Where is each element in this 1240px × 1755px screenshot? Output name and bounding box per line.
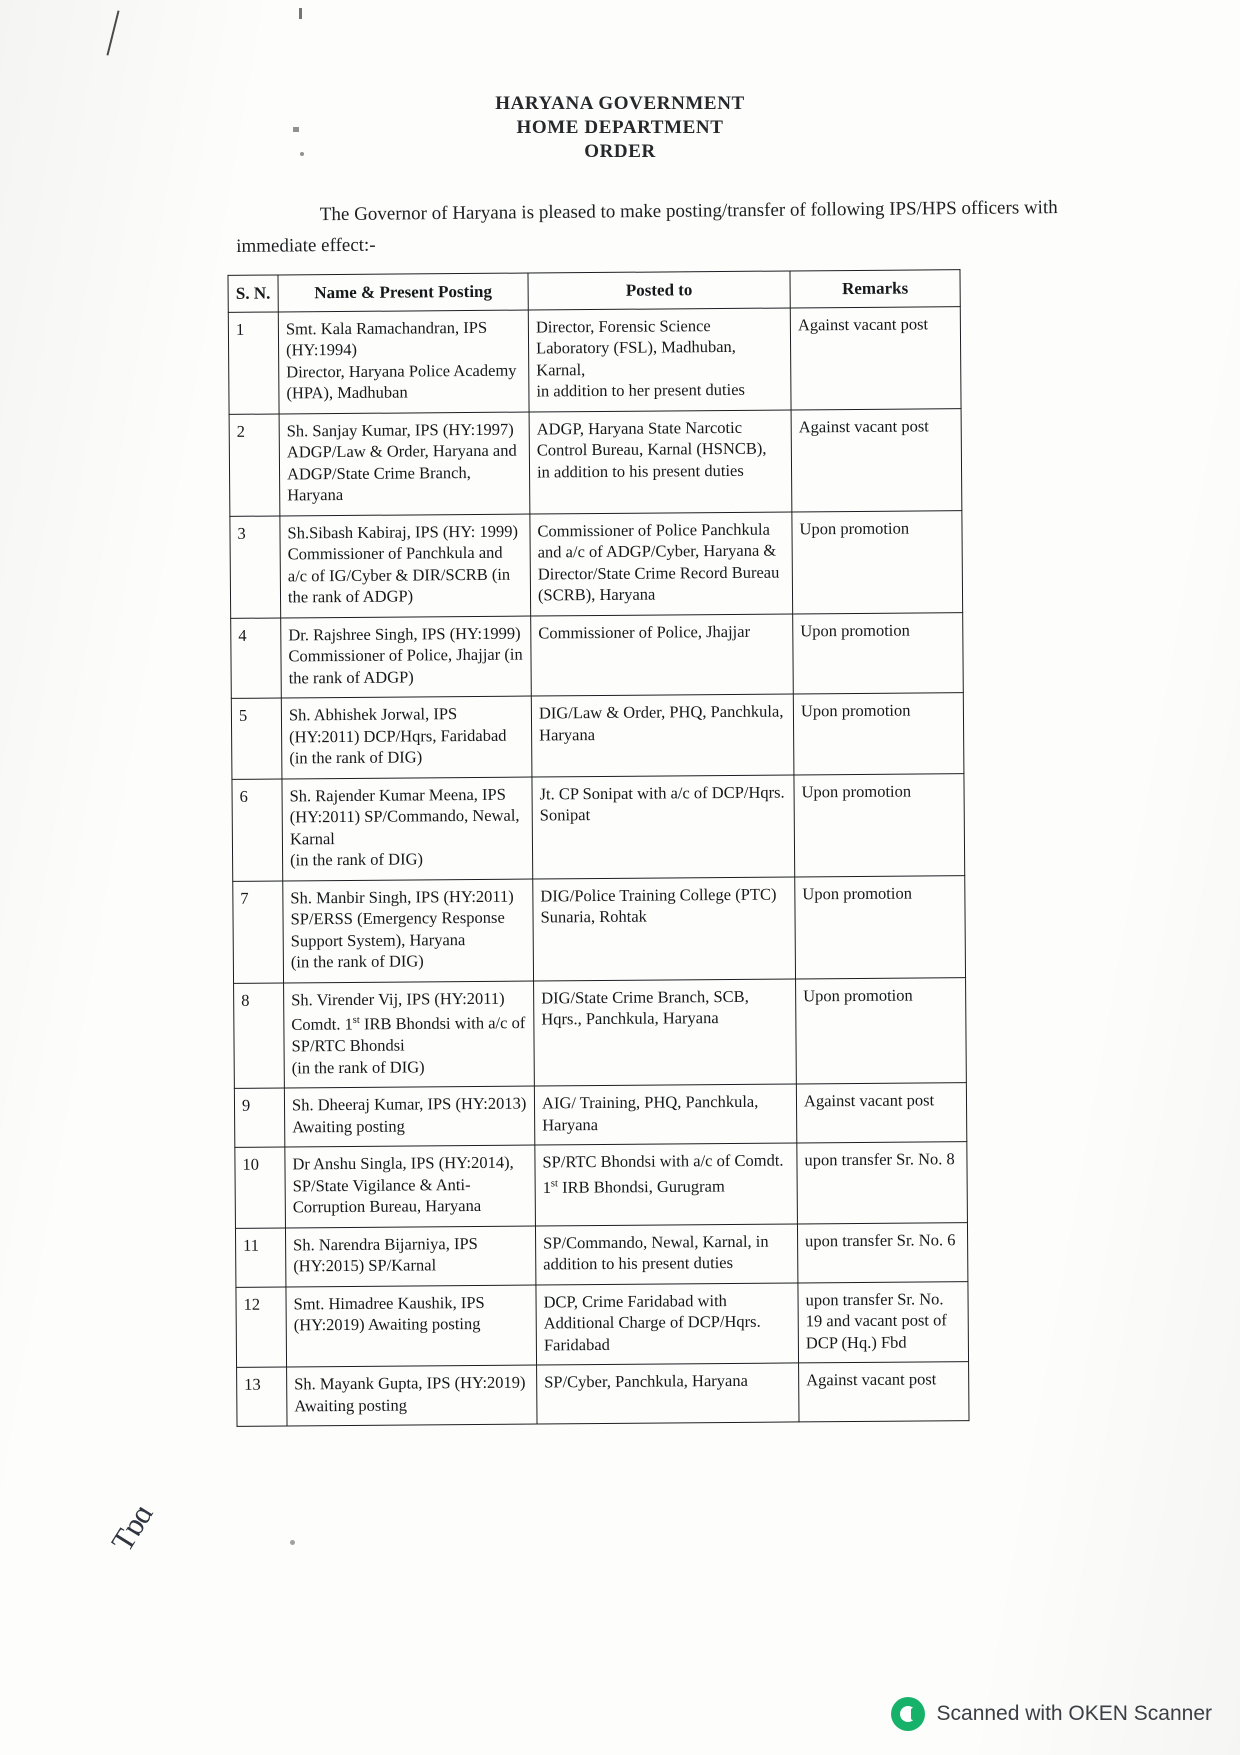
cell-posted-to: AIG/ Training, PHQ, Panchkula, Haryana xyxy=(534,1084,796,1145)
scan-artifact-dot-bottom xyxy=(290,1540,295,1545)
scanner-watermark xyxy=(891,1697,1212,1731)
cell-posted-to: DCP, Crime Faridabad with Additional Charge of DCP/Hqrs. Faridabad xyxy=(536,1282,799,1365)
cell-remarks: Against vacant post xyxy=(790,306,961,409)
cell-remarks: upon transfer Sr. No. 6 xyxy=(797,1222,967,1282)
table-row xyxy=(234,1083,966,1148)
signature-scribble: Tɒɑ xyxy=(104,1497,160,1558)
table-row xyxy=(237,1362,969,1427)
cell-posted-to: SP/RTC Bhondsi with a/c of Comdt. 1st IRB Bhondsi, Gurugram xyxy=(535,1143,798,1226)
cell-posted-to: Commissioner of Police Panchkula and a/c of ADGP/Cyber, Haryana & Director/State Crime Record Bureau (SCRB), Haryana xyxy=(530,511,793,615)
document-heading xyxy=(0,92,1240,164)
cell-posted-to: Commissioner of Police, Jhajjar xyxy=(531,613,794,696)
cell-name-present-posting: Sh.Sibash Kabiraj, IPS (HY: 1999) Commissioner of Panchkula and a/c of IG/Cyber & DIR/SCRB (in the rank of ADGP) xyxy=(280,514,531,618)
cell-serial-number: 6 xyxy=(232,778,283,880)
cell-remarks: Upon promotion xyxy=(792,510,963,613)
cell-remarks: Against vacant post xyxy=(799,1362,969,1422)
scan-artifact-mark-top xyxy=(299,8,302,19)
order-table xyxy=(227,269,969,1427)
cell-posted-to: SP/Commando, Newal, Karnal, in addition to his present duties xyxy=(535,1223,797,1284)
cell-name-present-posting: Sh. Abhishek Jorwal, IPS (HY:2011) DCP/Hqrs, Faridabad (in the rank of DIG) xyxy=(281,696,532,778)
cell-serial-number: 3 xyxy=(230,515,281,617)
cell-remarks: upon transfer Sr. No. 8 xyxy=(797,1142,968,1224)
cell-remarks: Against vacant post xyxy=(791,408,962,511)
cell-serial-number: 11 xyxy=(235,1227,285,1286)
cell-posted-to: DIG/State Crime Branch, SCB, Hqrs., Panchkula, Haryana xyxy=(534,978,797,1086)
column-header-remarks: Remarks xyxy=(790,270,960,308)
cell-name-present-posting: Sh. Mayank Gupta, IPS (HY:2019) Awaiting posting xyxy=(287,1365,537,1426)
heading-line-department: HOME DEPARTMENT xyxy=(516,117,724,138)
cell-name-present-posting: Dr. Rajshree Singh, IPS (HY:1999) Commissioner of Police, Jhajjar (in the rank of ADGP) xyxy=(281,616,532,698)
cell-serial-number: 13 xyxy=(237,1367,287,1426)
cell-serial-number: 12 xyxy=(236,1286,287,1367)
cell-serial-number: 10 xyxy=(235,1147,286,1228)
cell-posted-to: DIG/Law & Order, PHQ, Panchkula, Haryana xyxy=(531,694,794,777)
table-row xyxy=(231,612,964,698)
cell-name-present-posting: Sh. Sanjay Kumar, IPS (HY:1997) ADGP/Law & Order, Haryana and ADGP/State Crime Branch, Haryana xyxy=(279,412,530,516)
order-table-body xyxy=(228,306,969,1426)
table-row xyxy=(232,773,965,881)
cell-name-present-posting: Sh. Virender Vij, IPS (HY:2011) Comdt. 1st IRB Bhondsi with a/c of SP/RTC Bhondsi (in the rank of DIG) xyxy=(284,981,535,1088)
cell-serial-number: 2 xyxy=(229,413,280,515)
cell-name-present-posting: Sh. Manbir Singh, IPS (HY:2011) SP/ERSS (Emergency Response Support System), Haryana (in the rank of DIG) xyxy=(283,879,534,983)
cell-remarks: Upon promotion xyxy=(796,977,967,1084)
heading-line-order: ORDER xyxy=(584,141,656,162)
table-row xyxy=(234,977,967,1088)
table-row xyxy=(236,1281,969,1367)
heading-line-government: HARYANA GOVERNMENT xyxy=(495,93,745,114)
table-row xyxy=(228,306,961,414)
cell-serial-number: 7 xyxy=(233,880,284,982)
cell-name-present-posting: Sh. Dheeraj Kumar, IPS (HY:2013) Awaiting posting xyxy=(284,1086,534,1147)
cell-serial-number: 1 xyxy=(228,311,279,413)
cell-posted-to: SP/Cyber, Panchkula, Haryana xyxy=(537,1363,799,1424)
cell-remarks: Upon promotion xyxy=(795,875,966,978)
table-row xyxy=(235,1142,968,1228)
cell-remarks: Upon promotion xyxy=(793,612,964,694)
column-header-sn: S. N. xyxy=(228,275,278,312)
intro-text: The Governor of Haryana is pleased to make posting/transfer of following IPS/HPS officers with immediate effect:- xyxy=(236,197,1058,257)
cell-posted-to: DIG/Police Training College (PTC) Sunaria, Rohtak xyxy=(533,876,796,980)
order-table-container xyxy=(227,269,968,1427)
cell-name-present-posting: Sh. Rajender Kumar Meena, IPS (HY:2011) SP/Commando, Newal, Karnal (in the rank of DIG) xyxy=(282,777,533,881)
cell-posted-to: ADGP, Haryana State Narcotic Control Bureau, Karnal (HSNCB), in addition to his present duties xyxy=(529,409,792,513)
scan-artifact-slash xyxy=(106,10,119,55)
cell-remarks: Upon promotion xyxy=(794,773,965,876)
scanner-watermark-text: Scanned with OKEN Scanner xyxy=(936,1702,1212,1725)
table-row xyxy=(235,1222,967,1287)
cell-name-present-posting: Sh. Narendra Bijarniya, IPS (HY:2015) SP/Karnal xyxy=(285,1226,535,1287)
cell-remarks: Upon promotion xyxy=(793,693,964,775)
table-row xyxy=(229,408,962,516)
column-header-posted-to: Posted to xyxy=(528,271,790,310)
cell-remarks: upon transfer Sr. No. 19 and vacant post of DCP (Hq.) Fbd xyxy=(798,1281,969,1363)
cell-name-present-posting: Smt. Himadree Kaushik, IPS (HY:2019) Awaiting posting xyxy=(286,1285,537,1367)
cell-name-present-posting: Dr Anshu Singla, IPS (HY:2014), SP/State Vigilance & Anti-Corruption Bureau, Haryana xyxy=(285,1145,536,1227)
cell-remarks: Against vacant post xyxy=(796,1083,966,1143)
cell-serial-number: 9 xyxy=(234,1088,284,1147)
cell-posted-to: Director, Forensic Science Laboratory (FSL), Madhuban, Karnal, in addition to her present duties xyxy=(528,307,791,411)
cell-serial-number: 5 xyxy=(231,698,282,779)
intro-paragraph xyxy=(236,192,1067,262)
table-header-row xyxy=(228,270,960,312)
cell-serial-number: 8 xyxy=(234,982,285,1088)
column-header-name: Name & Present Posting xyxy=(278,273,528,311)
oken-scanner-icon xyxy=(891,1697,925,1731)
cell-posted-to: Jt. CP Sonipat with a/c of DCP/Hqrs. Sonipat xyxy=(532,774,795,878)
cell-name-present-posting: Smt. Kala Ramachandran, IPS (HY:1994) Director, Haryana Police Academy (HPA), Madhuban xyxy=(278,310,529,414)
table-row xyxy=(231,693,964,779)
table-row xyxy=(233,875,966,983)
table-row xyxy=(230,510,963,618)
cell-serial-number: 4 xyxy=(231,617,282,698)
